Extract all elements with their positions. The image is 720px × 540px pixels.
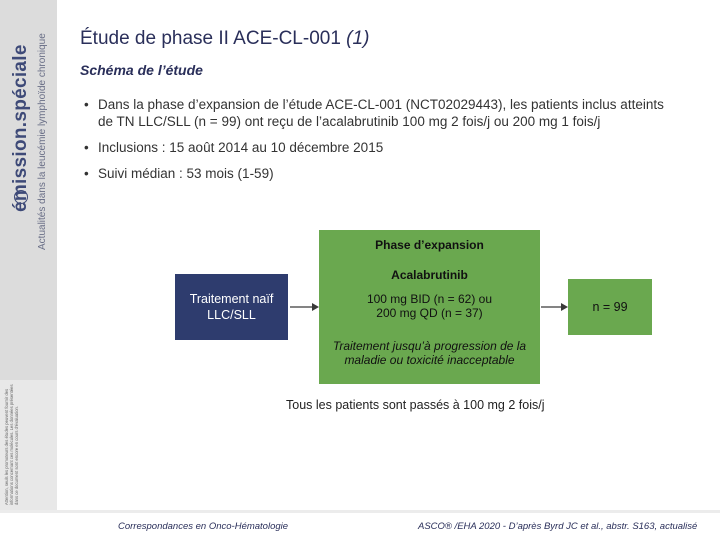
sample-size-box <box>568 279 652 335</box>
arrow-right-icon <box>290 300 320 314</box>
slide-subtitle: Schéma de l’étude <box>80 62 203 78</box>
bullet-item: • Dans la phase d’expansion de l’étude ACE-CL-001 (NCT02029443), les patients inclus atteints de TN LLC/SLL (n = 99) ont reçu de l’acalabrutinib 100 mg 2 fois/j ou 200 mg 1 fois/j <box>82 96 682 130</box>
dose-line-2: 200 mg QD (n = 37) <box>376 306 483 320</box>
footer-journal: Correspondances en Onco-Hématologie <box>118 521 289 532</box>
sample-size-label: n = 99 <box>592 300 628 314</box>
arrow-right-icon <box>541 300 569 314</box>
dose-switch-note: Tous les patients sont passés à 100 mg 2 fois/j <box>286 398 545 412</box>
disclaimer-text: Attention, seuls les promoteurs des études peuvent fournir des informations concernant ces molécules. Les données présentées dans ce document sont encore en cours d'évaluation. <box>4 384 20 505</box>
phase-label: Phase d’expansion <box>375 238 484 252</box>
title-reference: (1) <box>346 28 370 49</box>
population-label: Traitement naïf LLC/SLL <box>189 292 274 322</box>
continuation-text: Traitement jusqu’à progression de la maladie ou toxicité inacceptable <box>332 339 527 367</box>
bullet-item: • Suivi médian : 53 mois (1-59) <box>82 165 682 182</box>
footer-reference: ASCO® /EHA 2020 - D’après Byrd JC et al., abstr. S163, actualisé <box>418 521 698 532</box>
bullet-list <box>82 96 682 191</box>
bullet-item: • Inclusions : 15 août 2014 au 10 décembre 2015 <box>82 139 682 156</box>
drug-label: Acalabrutinib <box>391 268 468 282</box>
footer-divider <box>0 510 720 513</box>
slide-title <box>80 28 369 50</box>
dose-text <box>319 292 540 320</box>
dose-line-1: 100 mg BID (n = 62) ou <box>366 292 493 306</box>
brand-tagline: Actualités dans la leucémie lymphoïde chronique <box>37 33 48 250</box>
brand-name: émission.spéciale <box>10 44 31 212</box>
population-box <box>175 274 288 340</box>
title-text: Étude de phase II ACE-CL-001 <box>80 28 341 49</box>
